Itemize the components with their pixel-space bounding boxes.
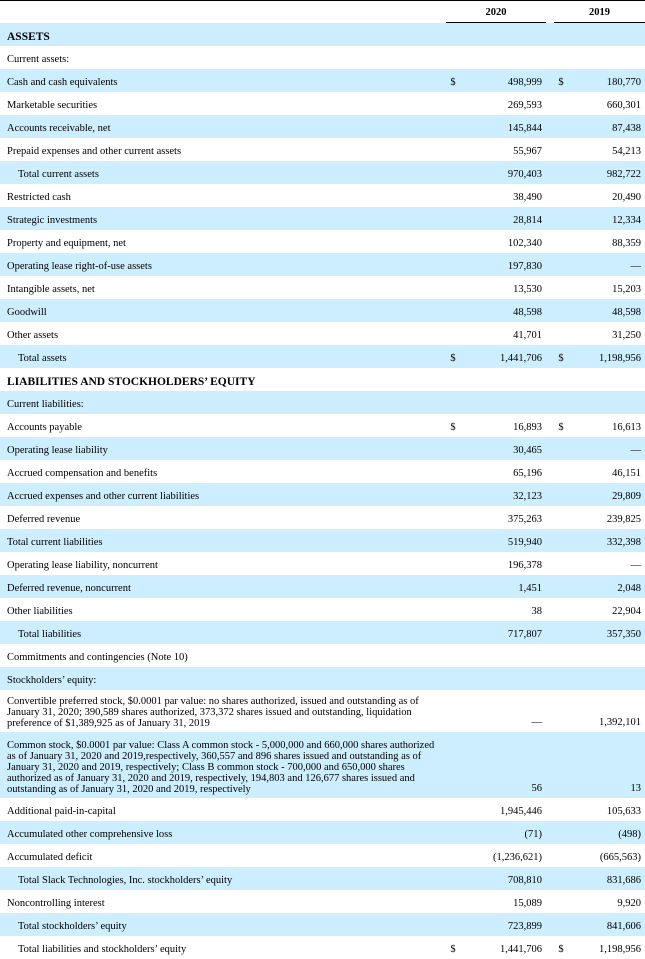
column-gap [546, 890, 554, 913]
value-2019: 357,350 [568, 621, 645, 644]
currency-symbol-2019 [554, 732, 568, 798]
currency-symbol-2019 [554, 913, 568, 936]
line-item-row [0, 844, 645, 867]
column-gap [546, 322, 554, 345]
value-2019: 22,904 [612, 606, 641, 617]
line-item-label: Property and equipment, net [7, 238, 126, 249]
value-2019: 31,250 [612, 330, 641, 341]
currency-symbol-2020 [446, 161, 460, 184]
section-heading-row [0, 368, 645, 391]
currency-symbol-2020 [446, 391, 460, 414]
value-2020: (71) [460, 821, 546, 844]
value-2019: (665,563) [599, 852, 641, 863]
value-2019: 831,686 [568, 867, 645, 890]
value-2020: 196,378 [507, 560, 542, 571]
column-gap [546, 506, 554, 529]
value-2020: 65,196 [513, 468, 542, 479]
value-2019: 982,722 [568, 161, 645, 184]
line-item-label: Accrued compensation and benefits [7, 468, 158, 479]
line-item-label: Total current assets [0, 161, 446, 184]
column-gap [546, 437, 554, 460]
column-gap [546, 414, 554, 437]
section-heading: LIABILITIES AND STOCKHOLDERS’ EQUITY [7, 376, 256, 388]
value-2019: 2,048 [568, 575, 645, 598]
line-item-label: Deferred revenue [7, 514, 81, 525]
value-2020: 717,807 [460, 621, 546, 644]
value-2020: 15,089 [513, 898, 542, 909]
line-item-label: Operating lease right-of-use assets [0, 253, 446, 276]
currency-symbol-2019 [554, 437, 568, 460]
line-item-label: Strategic investments [0, 207, 446, 230]
line-item-row [0, 115, 645, 138]
currency-symbol-2020 [446, 844, 460, 867]
line-item-label: Total liabilities [0, 621, 446, 644]
value-2019 [568, 667, 645, 690]
currency-symbol-2020 [446, 890, 460, 913]
currency-symbol-2019 [554, 867, 568, 890]
currency-symbol-2020 [446, 46, 460, 69]
currency-symbol-2020 [446, 115, 460, 138]
column-gap [546, 92, 554, 115]
section-heading: ASSETS [0, 23, 446, 47]
column-gap [546, 230, 554, 253]
column-gap [546, 667, 554, 690]
line-item-row [0, 529, 645, 552]
currency-symbol-2019 [554, 23, 568, 47]
value-2019: 13 [568, 732, 645, 798]
currency-symbol-2020 [446, 253, 460, 276]
line-item-row [0, 598, 645, 621]
value-2020: 1,451 [460, 575, 546, 598]
value-2019: 16,613 [612, 422, 641, 433]
column-gap [546, 46, 554, 69]
line-item-row [0, 322, 645, 345]
column-gap [546, 936, 554, 959]
currency-symbol-2019 [554, 667, 568, 690]
line-item-label: Common stock, $0.0001 par value: Class A common stock - 5,000,000 and 660,000 shares authorized as of January 31, 2020 and 2019,respectively, 360,557 and 896 shares issued and outstanding as of January 31, 2020 and 2019, respectively; Class B common stock - 700,000 and 650,000 shares authorized as of January 31, 2020 and 2019, respectively, 194,803 and 126,677 shares issued and outstanding as of January 31, 2020 and 2019, respectively [0, 732, 446, 798]
year-2020-header: 2020 [446, 1, 546, 23]
value-2019: 1,198,956 [568, 345, 645, 368]
value-2020: 1,945,446 [500, 806, 542, 817]
column-gap [546, 821, 554, 844]
currency-symbol-2020 [446, 437, 460, 460]
column-gap [546, 483, 554, 506]
currency-symbol-2020 [446, 184, 460, 207]
value-2020: 56 [460, 732, 546, 798]
currency-symbol-2019 [554, 322, 568, 345]
currency-symbol-2019 [554, 184, 568, 207]
value-2020: 55,967 [513, 146, 542, 157]
currency-symbol-2020 [446, 913, 460, 936]
value-2019: 660,301 [606, 100, 641, 111]
value-2019: — [568, 437, 645, 460]
year-2019-header: 2019 [554, 1, 645, 23]
currency-symbol-2019 [554, 207, 568, 230]
line-item-label: Noncontrolling interest [7, 898, 105, 909]
column-gap [546, 460, 554, 483]
line-item-label: Current liabilities: [0, 391, 446, 414]
value-2019: — [568, 253, 645, 276]
currency-symbol-2020 [446, 552, 460, 575]
value-2019: 12,334 [568, 207, 645, 230]
currency-symbol-2020 [446, 732, 460, 798]
value-2020: 13,530 [513, 284, 542, 295]
currency-symbol-2019 [554, 253, 568, 276]
column-gap [546, 138, 554, 161]
value-2020: 38 [531, 606, 542, 617]
currency-symbol-2019: $ [558, 422, 564, 433]
currency-symbol-2020 [446, 598, 460, 621]
currency-symbol-2020 [446, 690, 460, 732]
column-gap [546, 368, 554, 391]
line-item-row [0, 821, 645, 844]
column-gap [546, 299, 554, 322]
value-2019: 88,359 [612, 238, 641, 249]
line-item-row [0, 46, 645, 69]
line-item-row [0, 798, 645, 821]
currency-symbol-2020 [446, 506, 460, 529]
value-2019: 105,633 [606, 806, 641, 817]
line-item-label: Total liabilities and stockholders’ equity [18, 944, 187, 955]
value-2020: 708,810 [460, 867, 546, 890]
currency-symbol-2019 [554, 299, 568, 322]
line-item-label: Convertible preferred stock, $0.0001 par value: no shares authorized, issued and outstanding as of January 31, 2020; 390,589 shares authorized, 373,372 shares issued and outstanding, liquidation preference of $1,389,925 as of January 31, 2019 [7, 696, 419, 729]
value-2020: 145,844 [460, 115, 546, 138]
value-2019: 29,809 [568, 483, 645, 506]
column-gap [546, 69, 554, 92]
currency-symbol-2019 [554, 368, 568, 391]
value-2020 [460, 391, 546, 414]
currency-symbol-2020 [446, 322, 460, 345]
line-item-row [0, 391, 645, 414]
line-item-row [0, 299, 645, 322]
line-item-label: Goodwill [0, 299, 446, 322]
value-2019 [568, 368, 645, 391]
line-item-label: Accrued expenses and other current liabilities [0, 483, 446, 506]
value-2019: 9,920 [617, 898, 641, 909]
currency-symbol-2020 [446, 276, 460, 299]
line-item-label: Total Slack Technologies, Inc. stockholders’ equity [0, 867, 446, 890]
currency-symbol-2019 [554, 506, 568, 529]
currency-symbol-2019 [554, 230, 568, 253]
currency-symbol-2020 [446, 621, 460, 644]
line-item-label: Deferred revenue, noncurrent [0, 575, 446, 598]
line-item-row [0, 936, 645, 959]
value-2019: 180,770 [568, 69, 645, 92]
currency-symbol-2019 [554, 575, 568, 598]
value-2020: 519,940 [460, 529, 546, 552]
value-2019: 239,825 [606, 514, 641, 525]
line-item-label: Current assets: [7, 54, 70, 65]
value-2019: 46,151 [612, 468, 641, 479]
currency-symbol-2020 [446, 460, 460, 483]
line-item-label: Additional paid-in-capital [7, 806, 116, 817]
currency-symbol-2020 [446, 483, 460, 506]
value-2019: 54,213 [612, 146, 641, 157]
value-2019 [568, 644, 645, 667]
currency-symbol-2020 [446, 798, 460, 821]
line-item-row [0, 690, 645, 732]
column-gap [546, 844, 554, 867]
value-2020 [460, 23, 546, 47]
currency-symbol-2019 [554, 138, 568, 161]
currency-symbol-2020 [446, 575, 460, 598]
currency-symbol-2020 [446, 667, 460, 690]
value-2020: 1,441,706 [460, 345, 546, 368]
value-2019: 15,203 [612, 284, 641, 295]
value-2020 [460, 368, 546, 391]
value-2020: 723,899 [460, 913, 546, 936]
value-2019: — [630, 560, 641, 571]
currency-symbol-2019 [554, 276, 568, 299]
currency-symbol-2020 [446, 230, 460, 253]
column-gap [546, 798, 554, 821]
line-item-row [0, 913, 645, 936]
value-2019: 87,438 [568, 115, 645, 138]
line-item-row [0, 184, 645, 207]
line-item-label: Intangible assets, net [7, 284, 95, 295]
column-gap [546, 391, 554, 414]
line-item-label: Accounts receivable, net [0, 115, 446, 138]
line-item-row [0, 506, 645, 529]
currency-symbol-2020 [446, 368, 460, 391]
currency-symbol-2020 [446, 299, 460, 322]
column-gap [546, 598, 554, 621]
currency-symbol-2019 [554, 483, 568, 506]
line-item-row [0, 161, 645, 184]
value-2020: 197,830 [460, 253, 546, 276]
value-2020: (1,236,621) [493, 852, 542, 863]
currency-symbol-2019 [554, 460, 568, 483]
currency-symbol-2020 [446, 821, 460, 844]
column-gap [546, 276, 554, 299]
currency-symbol-2019 [554, 798, 568, 821]
currency-symbol-2020 [446, 23, 460, 47]
value-2020: 16,893 [513, 422, 542, 433]
currency-symbol-2019 [554, 598, 568, 621]
currency-symbol-2020: $ [450, 944, 456, 955]
line-item-label: Cash and cash equivalents [0, 69, 446, 92]
value-2019: (498) [568, 821, 645, 844]
currency-symbol-2019 [554, 529, 568, 552]
value-2019: 48,598 [568, 299, 645, 322]
value-2020 [460, 667, 546, 690]
line-item-label: Total stockholders’ equity [0, 913, 446, 936]
line-item-row [0, 732, 645, 798]
column-gap [546, 184, 554, 207]
line-item-label: Commitments and contingencies (Note 10) [7, 652, 188, 663]
line-item-label: Restricted cash [7, 192, 71, 203]
value-2020: 375,263 [507, 514, 542, 525]
line-item-row [0, 621, 645, 644]
column-header-row [0, 1, 645, 23]
column-gap [546, 115, 554, 138]
line-item-label: Other assets [7, 330, 59, 341]
currency-symbol-2019 [554, 821, 568, 844]
value-2020: 970,403 [460, 161, 546, 184]
column-gap [546, 161, 554, 184]
line-item-label: Marketable securities [7, 100, 98, 111]
currency-symbol-2019 [554, 161, 568, 184]
currency-symbol-2019 [554, 890, 568, 913]
column-gap [546, 23, 554, 47]
currency-symbol-2019 [554, 115, 568, 138]
line-item-row [0, 253, 645, 276]
value-2019: 1,198,956 [599, 944, 641, 955]
currency-symbol-2020 [446, 138, 460, 161]
column-gap [546, 575, 554, 598]
value-2019 [568, 391, 645, 414]
line-item-row [0, 414, 645, 437]
line-item-label: Accumulated other comprehensive loss [0, 821, 446, 844]
value-2020: — [531, 717, 542, 728]
column-gap [546, 529, 554, 552]
value-2019: 841,606 [568, 913, 645, 936]
value-2020: 30,465 [460, 437, 546, 460]
column-gap [546, 867, 554, 890]
column-gap [546, 732, 554, 798]
currency-symbol-2020 [446, 92, 460, 115]
currency-symbol-2019 [554, 690, 568, 732]
line-item-row [0, 552, 645, 575]
value-2020: 41,701 [513, 330, 542, 341]
currency-symbol-2020: $ [446, 345, 460, 368]
value-2020: 48,598 [460, 299, 546, 322]
section-heading-row [0, 23, 645, 47]
currency-symbol-2020: $ [446, 69, 460, 92]
value-2020: 32,123 [460, 483, 546, 506]
currency-symbol-2019 [554, 391, 568, 414]
line-item-row [0, 483, 645, 506]
line-item-row [0, 867, 645, 890]
value-2020: 1,441,706 [500, 944, 542, 955]
column-gap [546, 253, 554, 276]
line-item-row [0, 575, 645, 598]
line-item-label: Operating lease liability, noncurrent [7, 560, 158, 571]
currency-symbol-2019: $ [554, 345, 568, 368]
value-2019: 332,398 [568, 529, 645, 552]
line-item-row [0, 644, 645, 667]
currency-symbol-2019 [554, 92, 568, 115]
value-2019 [568, 23, 645, 47]
column-gap [546, 207, 554, 230]
column-gap [546, 913, 554, 936]
currency-symbol-2019 [554, 552, 568, 575]
line-item-label: Accounts payable [7, 422, 82, 433]
value-2020: 28,814 [460, 207, 546, 230]
currency-symbol-2020 [446, 207, 460, 230]
currency-symbol-2019 [554, 46, 568, 69]
line-item-label: Total current liabilities [0, 529, 446, 552]
line-item-label: Accumulated deficit [7, 852, 93, 863]
column-gap [546, 690, 554, 732]
value-2019 [568, 46, 645, 69]
currency-symbol-2019: $ [554, 69, 568, 92]
value-2019: 20,490 [612, 192, 641, 203]
line-item-row [0, 667, 645, 690]
line-item-row [0, 138, 645, 161]
currency-symbol-2020 [446, 529, 460, 552]
currency-symbol-2019 [554, 621, 568, 644]
line-item-label: Other liabilities [7, 606, 73, 617]
currency-symbol-2020: $ [450, 422, 456, 433]
value-2019: 1,392,101 [599, 717, 641, 728]
line-item-row [0, 276, 645, 299]
line-item-row [0, 437, 645, 460]
value-2020: 38,490 [513, 192, 542, 203]
line-item-label: Stockholders’ equity: [0, 667, 446, 690]
line-item-label: Prepaid expenses and other current assets [7, 146, 182, 157]
value-2020 [460, 46, 546, 69]
line-item-row [0, 69, 645, 92]
line-item-row [0, 92, 645, 115]
value-2020: 102,340 [507, 238, 542, 249]
line-item-row [0, 230, 645, 253]
line-item-row [0, 460, 645, 483]
line-item-label: Total assets [0, 345, 446, 368]
value-2020: 269,593 [507, 100, 542, 111]
line-item-label: Operating lease liability [0, 437, 446, 460]
line-item-row [0, 890, 645, 913]
column-gap [546, 621, 554, 644]
currency-symbol-2020 [446, 644, 460, 667]
currency-symbol-2019: $ [558, 944, 564, 955]
value-2020 [460, 644, 546, 667]
currency-symbol-2019 [554, 644, 568, 667]
currency-symbol-2019 [554, 844, 568, 867]
currency-symbol-2020 [446, 867, 460, 890]
column-gap [546, 552, 554, 575]
line-item-row [0, 345, 645, 368]
column-gap [546, 644, 554, 667]
line-item-row [0, 207, 645, 230]
value-2020: 498,999 [460, 69, 546, 92]
column-gap [546, 345, 554, 368]
